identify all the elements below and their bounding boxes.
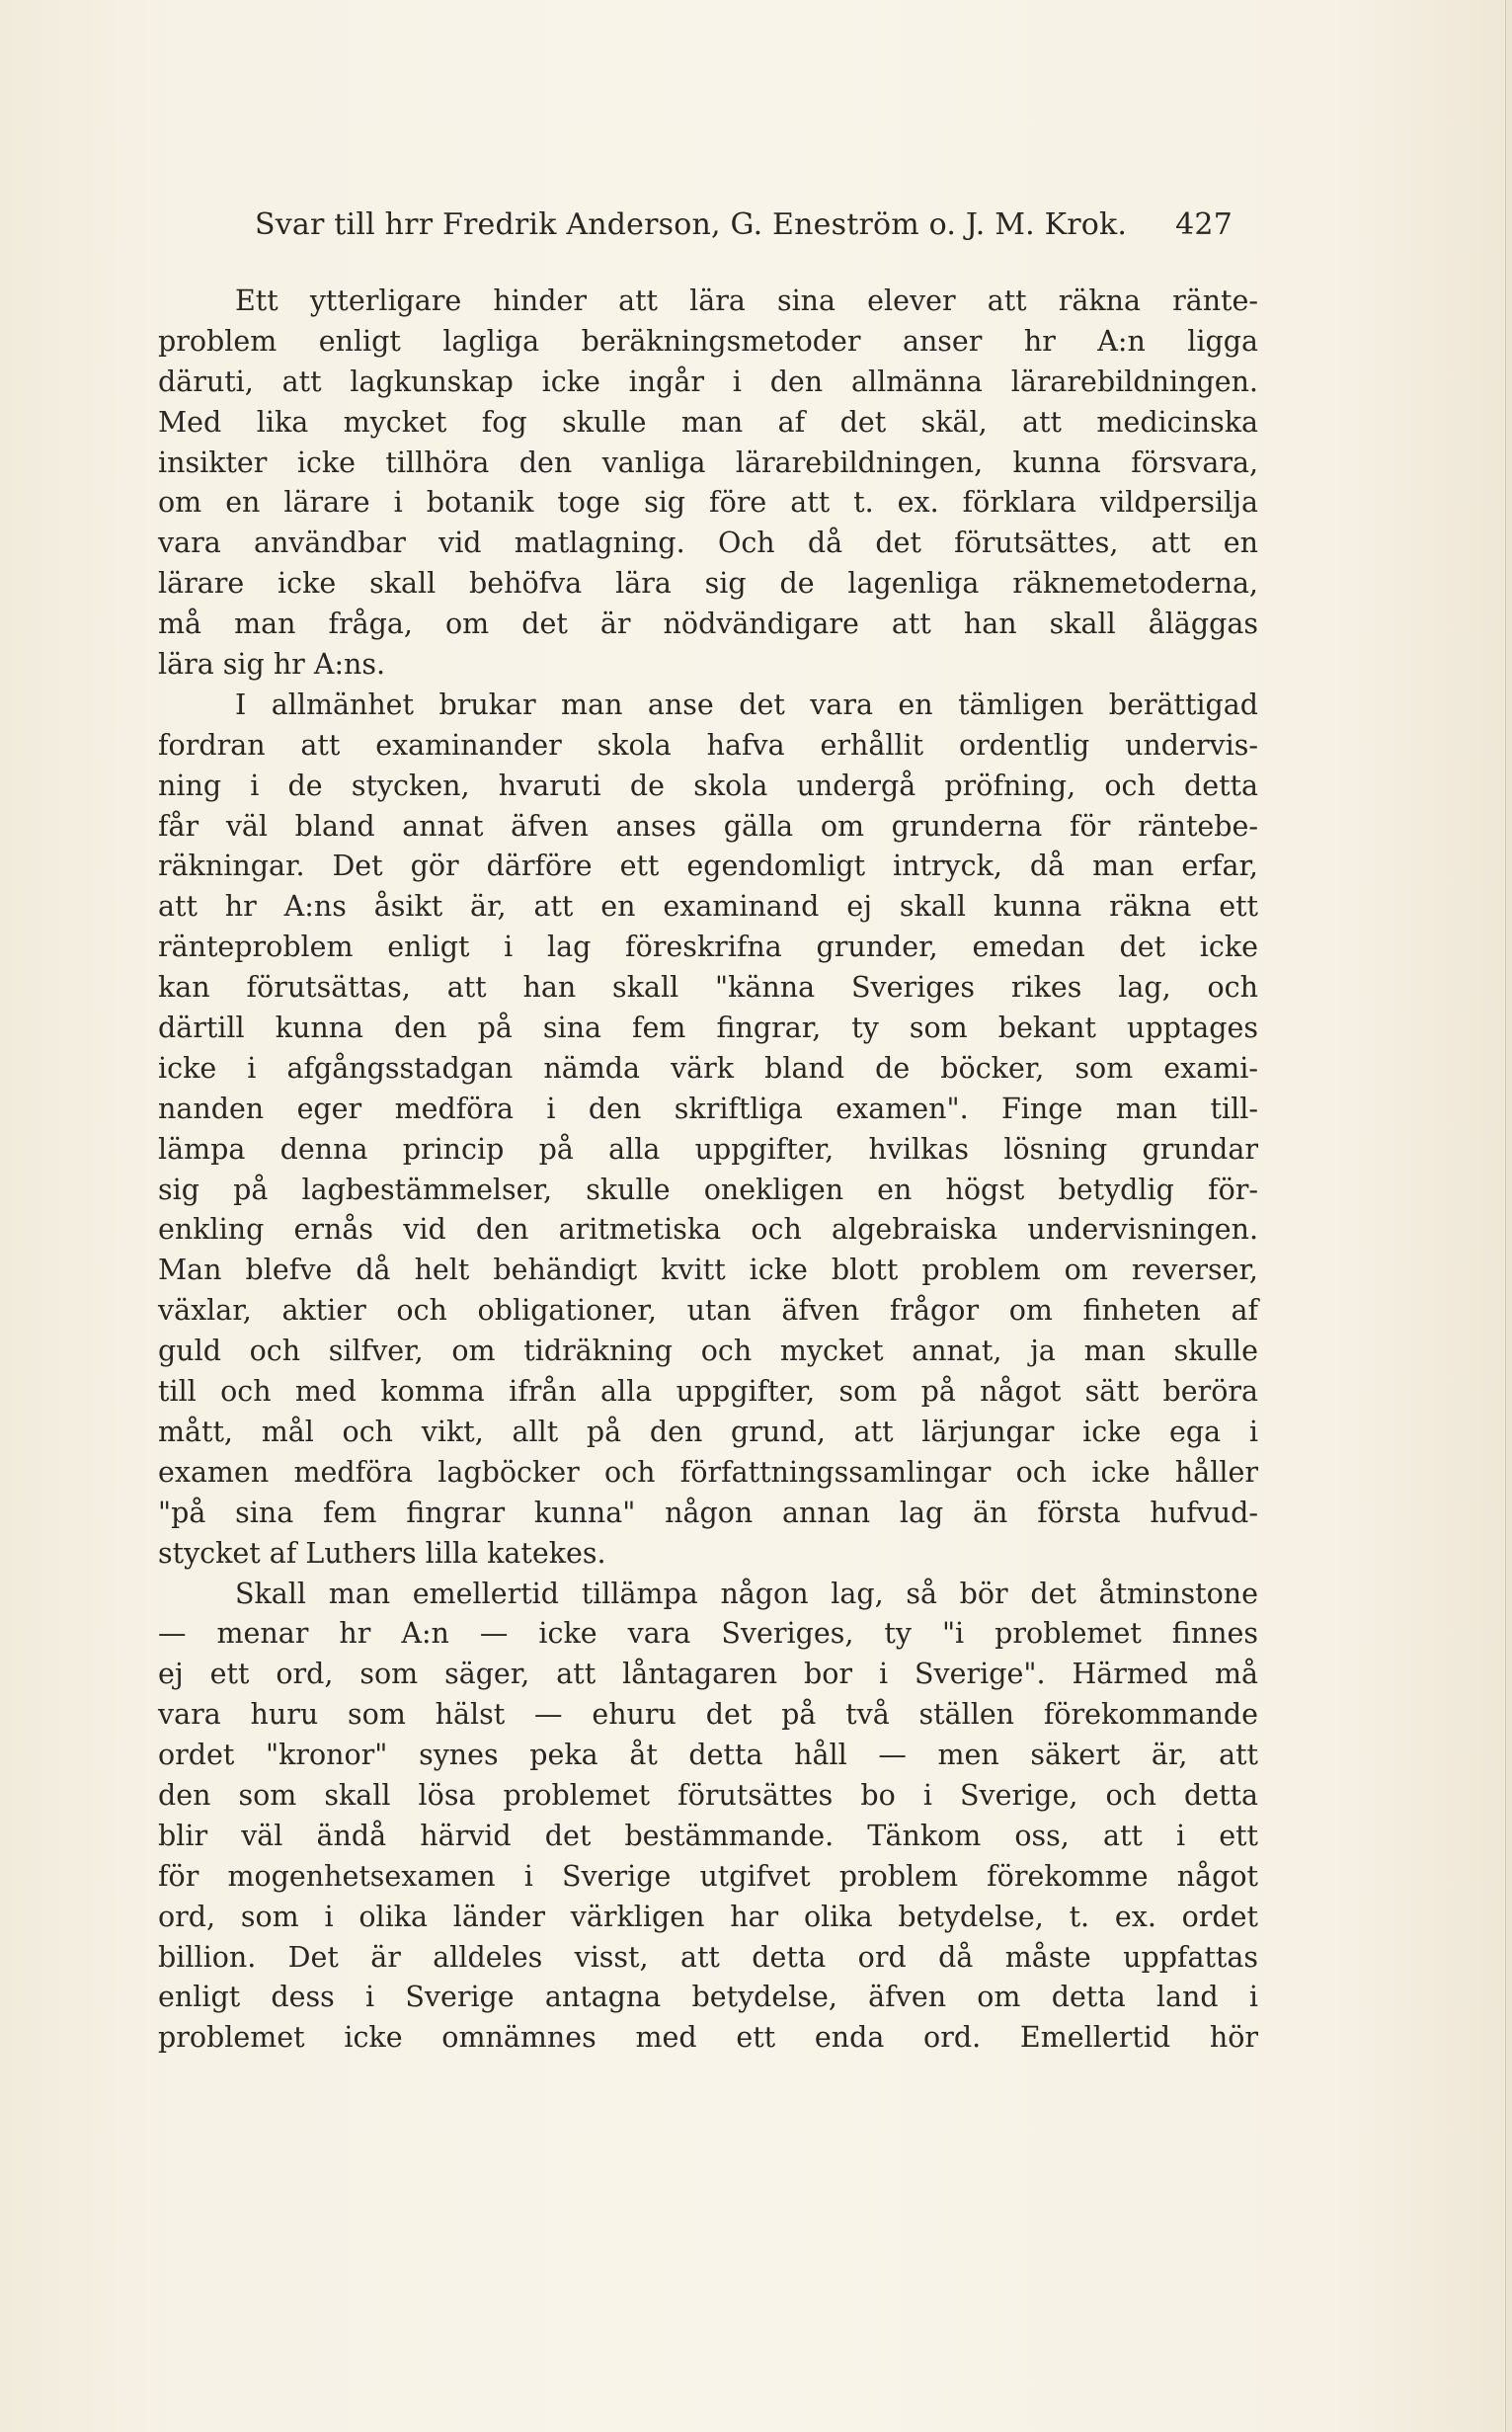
text-line: stycket af Luthers lilla katekes. xyxy=(158,1536,606,1570)
text-line: fordran att examinander skola hafva erhållit ordentlig undervis- xyxy=(158,728,1258,762)
text-line: mått, mål och vikt, allt på den grund, att lärjungar icke ega i xyxy=(158,1415,1258,1448)
text-line: guld och silfver, om tidräkning och mycket annat, ja man skulle xyxy=(158,1335,1258,1368)
text-line: därtill kunna den på sina fem fingrar, ty som bekant upptages xyxy=(158,1012,1258,1045)
text-line: enkling ernås vid den aritmetiska och algebraiska undervisningen. xyxy=(158,1213,1258,1247)
text-line: vara användbar vid matlagning. Och då det förutsättes, att en xyxy=(158,527,1258,560)
text-line: vara huru som hälst — ehuru det på två ställen förekommande xyxy=(158,1698,1258,1732)
text-line: växlar, aktier och obligationer, utan äfven frågor om finheten af xyxy=(158,1294,1258,1328)
text-line: I allmänhet brukar man anse det vara en tämligen berättigad xyxy=(235,688,1258,721)
text-line: om en lärare i botanik toge sig före att t. ex. förklara vildpersilja xyxy=(158,486,1258,520)
text-line: blir väl ändå härvid det bestämmande. Tänkom oss, att i ett xyxy=(158,1819,1258,1852)
text-line: får väl bland annat äfven anses gälla om grunderna för räntebe- xyxy=(158,809,1258,843)
text-line: insikter icke tillhöra den vanliga lärarebildningen, kunna försvara, xyxy=(158,446,1258,479)
text-line: ordet "kronor" synes peka åt detta håll — men säkert är, att xyxy=(158,1739,1258,1772)
text-line: ej ett ord, som säger, att låntagaren bor i Sverige". Härmed må xyxy=(158,1658,1258,1691)
text-line: att hr A:ns åsikt är, att en examinand ej skall kunna räkna ett xyxy=(158,890,1258,924)
text-line: ränteproblem enligt i lag föreskrifna grunder, emedan det icke xyxy=(158,931,1258,964)
text-line: ord, som i olika länder värkligen har olika betydelse, t. ex. ordet xyxy=(158,1900,1258,1933)
text-line: examen medföra lagböcker och författningssamlingar och icke håller xyxy=(158,1455,1258,1489)
text-line: Ett ytterligare hinder att lära sina elever att räkna ränte- xyxy=(235,284,1258,317)
text-line: — menar hr A:n — icke vara Sveriges, ty "i problemet finnes xyxy=(158,1617,1258,1651)
text-line: lärare icke skall behöfva lära sig de lagenliga räknemetoderna, xyxy=(158,567,1258,601)
page-edge xyxy=(1505,0,1512,2432)
text-line: däruti, att lagkunskap icke ingår i den allmänna lärarebildningen. xyxy=(158,365,1258,398)
text-line: icke i afgångsstadgan nämda värk bland de böcker, som exami- xyxy=(158,1051,1258,1085)
running-header xyxy=(255,207,1233,251)
text-line: enligt dess i Sverige antagna betydelse, äfven om detta land i xyxy=(158,1981,1258,2014)
text-line: "på sina fem fingrar kunna" någon annan lag än första hufvud- xyxy=(158,1496,1258,1529)
text-line: räkningar. Det gör därföre ett egendomligt intryck, då man erfar, xyxy=(158,850,1258,883)
text-line: kan förutsättas, att han skall "känna Sveriges rikes lag, och xyxy=(158,971,1258,1005)
running-title: Svar till hrr Fredrik Anderson, G. Eneström o. J. M. Krok. xyxy=(255,207,1128,242)
text-line: Skall man emellertid tillämpa någon lag, så bör det åtminstone xyxy=(235,1577,1258,1610)
text-line: lämpa denna princip på alla uppgifter, hvilkas lösning grundar xyxy=(158,1132,1258,1166)
text-line: den som skall lösa problemet förutsättes bo i Sverige, och detta xyxy=(158,1778,1258,1812)
text-line: billion. Det är alldeles visst, att detta ord då måste uppfattas xyxy=(158,1940,1258,1974)
page-number: 427 xyxy=(1175,207,1233,242)
text-line: lära sig hr A:ns. xyxy=(158,648,386,682)
text-line: för mogenhetsexamen i Sverige utgifvet problem förekomme något xyxy=(158,1859,1258,1893)
text-line: sig på lagbestämmelser, skulle onekligen en högst betydlig för- xyxy=(158,1173,1258,1206)
text-line: Man blefve då helt behändigt kvitt icke blott problem om reverser, xyxy=(158,1254,1258,1287)
text-line: må man fråga, om det är nödvändigare att han skall åläggas xyxy=(158,608,1258,641)
body-text xyxy=(158,282,1258,2059)
text-line: problemet icke omnämnes med ett enda ord. Emellertid hör xyxy=(158,2021,1258,2055)
text-line: till och med komma ifrån alla uppgifter, som på något sätt beröra xyxy=(158,1375,1258,1409)
text-line: Med lika mycket fog skulle man af det skäl, att medicinska xyxy=(158,405,1258,439)
text-line: problem enligt lagliga beräkningsmetoder anser hr A:n ligga xyxy=(158,324,1258,358)
text-line: ning i de stycken, hvaruti de skola undergå pröfning, och detta xyxy=(158,769,1258,802)
text-line: nanden eger medföra i den skriftliga examen". Finge man till- xyxy=(158,1092,1258,1125)
